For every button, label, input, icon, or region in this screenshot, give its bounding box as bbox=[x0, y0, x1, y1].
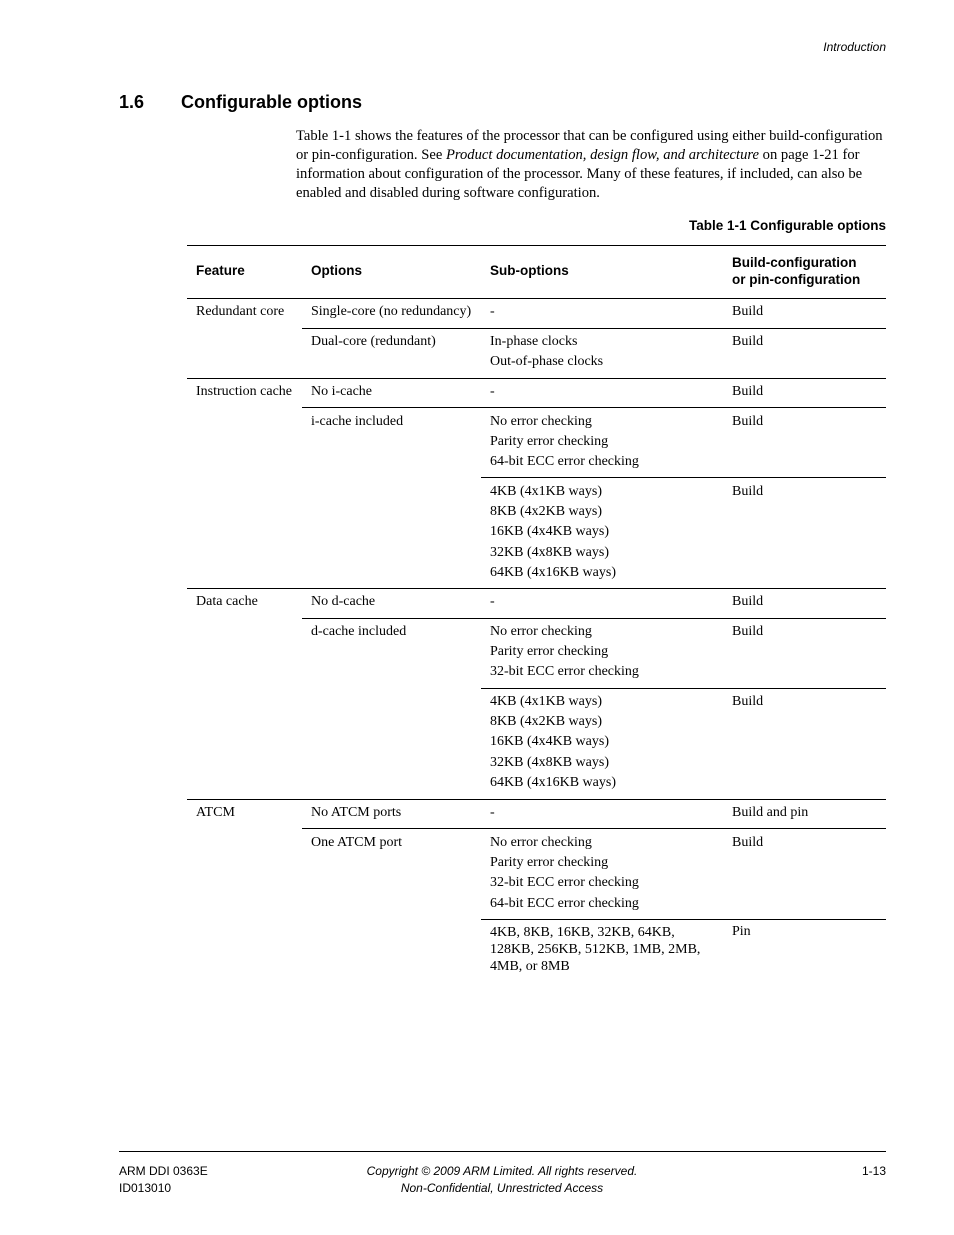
cell-sub-option: 4KB (4x1KB ways) 8KB (4x2KB ways) 16KB (4x4KB ways) 32KB (4x8KB ways) 64KB (4x16KB ways) bbox=[490, 694, 616, 790]
row-rule bbox=[481, 919, 886, 920]
group-rule bbox=[187, 588, 886, 589]
row-rule bbox=[302, 407, 886, 408]
cell-option: d-cache included bbox=[311, 624, 407, 639]
group-rule bbox=[187, 378, 886, 379]
table-caption: Table 1-1 Configurable options bbox=[688, 218, 886, 233]
group-rule bbox=[187, 799, 886, 800]
cell-option: No d-cache bbox=[311, 594, 376, 609]
row-rule bbox=[302, 828, 886, 829]
footer-doc-id: ARM DDI 0363E bbox=[119, 1164, 208, 1178]
cell-feature: Instruction cache bbox=[196, 384, 293, 399]
intro-text-1: Table 1-1 shows the features of the processor that can be configured using either build-configuration or pin-configuration. See bbox=[296, 128, 883, 163]
cell-config: Build bbox=[732, 694, 764, 709]
cell-sub-option: - bbox=[490, 304, 495, 319]
cell-sub-option: - bbox=[490, 805, 495, 820]
running-header: Introduction bbox=[823, 40, 886, 54]
header-configuration: Build-configuration or pin-configuration bbox=[732, 255, 861, 287]
header-sub-options: Sub-options bbox=[490, 263, 569, 278]
cell-sub-option: No error checking Parity error checking 64-bit ECC error checking bbox=[490, 414, 639, 470]
cell-feature: ATCM bbox=[196, 805, 235, 820]
cell-sub-option: No error checking Parity error checking 32-bit ECC error checking bbox=[490, 624, 639, 680]
cell-config: Build bbox=[732, 414, 764, 429]
table-header-rule bbox=[187, 298, 886, 299]
cell-option: i-cache included bbox=[311, 414, 404, 429]
cell-config: Pin bbox=[732, 924, 751, 939]
section-number: 1.6 bbox=[119, 92, 145, 112]
intro-cross-reference-link[interactable]: Product documentation, design flow, and architecture bbox=[445, 147, 759, 163]
intro-paragraph bbox=[296, 127, 888, 203]
footer-issue-id: ID013010 bbox=[119, 1181, 172, 1195]
cell-config: Build bbox=[732, 594, 764, 609]
cell-sub-option: No error checking Parity error checking 32-bit ECC error checking 64-bit ECC error checking bbox=[490, 835, 639, 911]
cell-option: Dual-core (redundant) bbox=[311, 334, 436, 349]
cell-option: Single-core (no redundancy) bbox=[311, 304, 472, 319]
cell-config: Build bbox=[732, 334, 764, 349]
intro-text-2: on page 1-21 for information about configuration of the processor. Many of these features, if included, can also be enabled and disabled during software configuration. bbox=[296, 147, 863, 201]
footer-page-number: 1-13 bbox=[861, 1164, 886, 1178]
cell-config: Build bbox=[732, 624, 764, 639]
cell-option: No i-cache bbox=[311, 384, 373, 399]
row-rule bbox=[481, 688, 886, 689]
row-rule bbox=[481, 477, 886, 478]
cell-config: Build bbox=[732, 484, 764, 499]
cell-sub-option: - bbox=[490, 594, 495, 609]
cell-option: One ATCM port bbox=[311, 835, 402, 850]
cell-sub-option: 4KB, 8KB, 16KB, 32KB, 64KB, 128KB, 256KB, 512KB, 1MB, 2MB, 4MB, or 8MB bbox=[490, 925, 701, 974]
cell-sub-option: In-phase clocks Out-of-phase clocks bbox=[490, 334, 604, 370]
table-top-rule bbox=[187, 245, 886, 246]
cell-feature: Redundant core bbox=[196, 304, 285, 319]
cell-config: Build and pin bbox=[732, 805, 809, 820]
section-title: Configurable options bbox=[181, 92, 362, 112]
row-rule bbox=[302, 328, 886, 329]
cell-sub-option: - bbox=[490, 384, 495, 399]
cell-config: Build bbox=[732, 384, 764, 399]
row-rule bbox=[302, 618, 886, 619]
footer-access: Non-Confidential, Unrestricted Access bbox=[400, 1181, 604, 1195]
header-feature: Feature bbox=[196, 263, 245, 278]
header-options: Options bbox=[311, 263, 362, 278]
footer-rule bbox=[119, 1151, 886, 1152]
footer-copyright: Copyright © 2009 ARM Limited. All rights reserved. bbox=[366, 1164, 638, 1178]
cell-option: No ATCM ports bbox=[311, 805, 402, 820]
cell-feature: Data cache bbox=[196, 594, 258, 609]
cell-config: Build bbox=[732, 304, 764, 319]
cell-config: Build bbox=[732, 835, 764, 850]
cell-sub-option: 4KB (4x1KB ways) 8KB (4x2KB ways) 16KB (4x4KB ways) 32KB (4x8KB ways) 64KB (4x16KB ways) bbox=[490, 484, 616, 580]
